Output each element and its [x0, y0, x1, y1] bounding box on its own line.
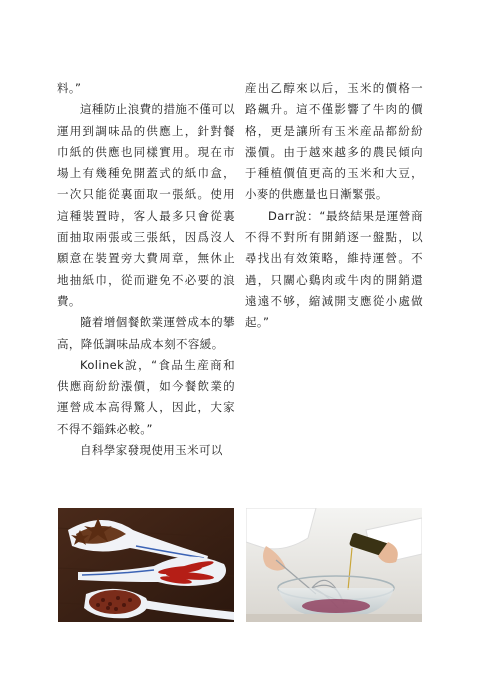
paragraph: Kolinek說，“食品生産商和供應商紛紛漲價，如今餐飲業的運營成本高得驚人，因此，大家不得不錙銖必較。” [57, 357, 235, 436]
paragraph: 隨着增個餐飲業運營成本的攀高，降低調味品成本刻不容緩。 [57, 315, 235, 351]
whisking-in-glass-bowl-photo [246, 508, 422, 622]
paragraph: Darr說：“最終結果是運營商不得不對所有開銷逐一盤點，以尋找出有效策略，維持運營。不過，只關心鷄肉或牛肉的開銷還遠遠不够，縮減開支應從小處做起。” [245, 208, 423, 330]
paragraph: 這種防止浪費的措施不僅可以運用到調味品的供應上，針對餐巾紙的供應也同樣實用。現在市場上有幾種免開蓋式的紙巾盒，一次只能從裏面取一張紙。使用這種裝置時，客人最多只會從裏面抽取兩張或三張紙，因爲沒人願意在裝置旁大費周章，無休止地抽紙巾，從而避免不必要的浪費。 [57, 102, 235, 308]
paragraph: 自科學家發現使用玉米可以 [80, 443, 223, 458]
spices-on-spoons-photo [58, 508, 234, 622]
paragraph: 料。” [57, 81, 82, 95]
left-text-column [57, 78, 235, 461]
paragraph: 産出乙醇來以后，玉米的價格一路飆升。這不僅影響了牛肉的價格，更是讓所有玉米産品都紛紛漲價。由于越來越多的農民傾向于種植價值更高的玉米和大豆，小麥的供應量也日漸緊張。 [245, 81, 423, 202]
right-text-column [245, 78, 423, 334]
